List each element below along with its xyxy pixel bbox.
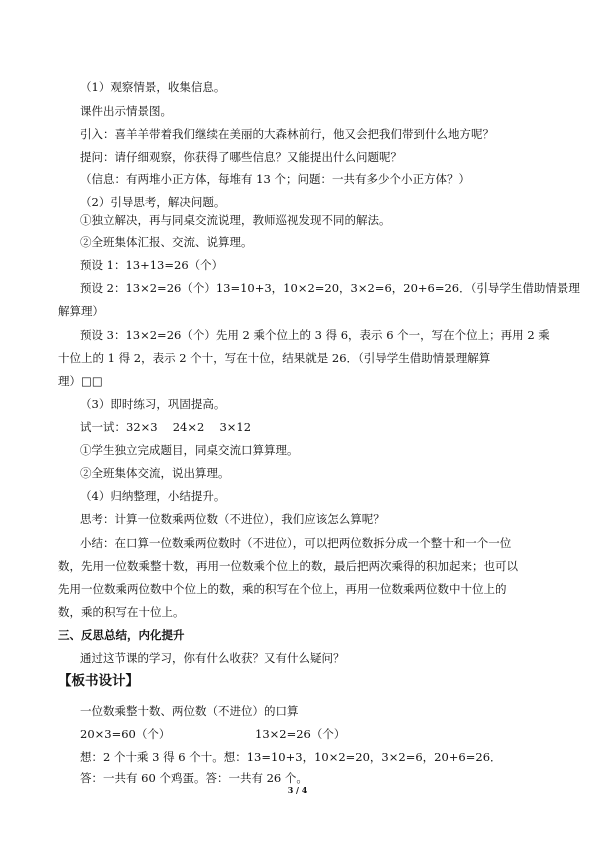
text-line: 十位上的 1 得 2，表示 2 个十，写在十位，结果就是 26．（引导学生借助情景理解算 — [58, 351, 491, 365]
text-line: 理）□□ — [58, 374, 103, 388]
text-line: 先用一位数乘两位数中个位上的数，乘的积写在个位上，再用一位数乘两位数中十位上的 — [58, 582, 507, 596]
text-line: 20×3=60（个） — [80, 727, 171, 741]
text-line: 引入：喜羊羊带着我们继续在美丽的大森林前行，他又会把我们带到什么地方呢？ — [80, 127, 494, 141]
text-line: （信息：有两堆小正方体，每堆有 13 个；问题：一共有多少个小正方体？） — [80, 172, 470, 186]
text-line: （1）观察情景，收集信息。 — [80, 80, 226, 94]
text-line: 思考：计算一位数乘两位数（不进位），我们应该怎么算呢？ — [80, 512, 385, 526]
section-heading: 【板书设计】 — [58, 673, 139, 689]
text-line: 课件出示情景图。 — [80, 104, 172, 118]
text-line: （4）归纳整理，小结提升。 — [80, 489, 226, 503]
text-line: 通过这节课的学习，你有什么收获？又有什么疑问？ — [80, 651, 345, 665]
text-line: 预设 1：13+13=26（个） — [80, 258, 224, 272]
text-line: 答：一共有 60 个鸡蛋。答：一共有 26 个。 — [80, 771, 308, 785]
text-line: （3）即时练习，巩固提高。 — [80, 397, 226, 411]
page-number: 3 / 4 — [287, 785, 308, 795]
text-line: （2）引导思考，解决问题。 — [80, 195, 226, 209]
text-line: 提问：请仔细观察，你获得了哪些信息？又能提出什么问题呢？ — [80, 150, 402, 164]
text-line: ②全班集体汇报、交流、说算理。 — [80, 235, 253, 249]
text-line: ①独立解决，再与同桌交流说理，教师巡视发现不同的解法。 — [80, 213, 391, 227]
text-line: 13×2=26（个） — [255, 727, 346, 741]
text-line: 预设 3：13×2=26（个）先用 2 乘个位上的 3 得 6，表示 6 个一，写在个位上；再用 2 乘 — [80, 328, 550, 342]
text-line: 一位数乘整十数、两位数（不进位）的口算 — [80, 704, 299, 718]
text-line: 小结：在口算一位数乘两位数时（不进位），可以把两位数拆分成一个整十和一个一位 — [80, 536, 512, 550]
text-line: 想：2 个十乘 3 得 6 个十。想：13=10+3，10×2=20，3×2=6，20+6=26． — [80, 750, 502, 764]
text-line: 试一试：32×3 24×2 3×12 — [80, 420, 252, 434]
text-line: 数，先用一位数乘整十数，再用一位数乘个位上的数，最后把两次乘得的积加起来；也可以 — [58, 559, 518, 573]
text-line: 数，乘的积写在十位上。 — [58, 605, 185, 619]
text-line: 解算理） — [58, 304, 104, 318]
section-heading: 三、反思总结，内化提升 — [58, 628, 185, 642]
text-line: 预设 2：13×2=26（个）13=10+3，10×2=20，3×2=6，20+6=26．（引导学生借助情景理 — [80, 281, 580, 295]
text-line: ①学生独立完成题目，同桌交流口算算理。 — [80, 443, 299, 457]
text-line: ②全班集体交流，说出算理。 — [80, 466, 230, 480]
